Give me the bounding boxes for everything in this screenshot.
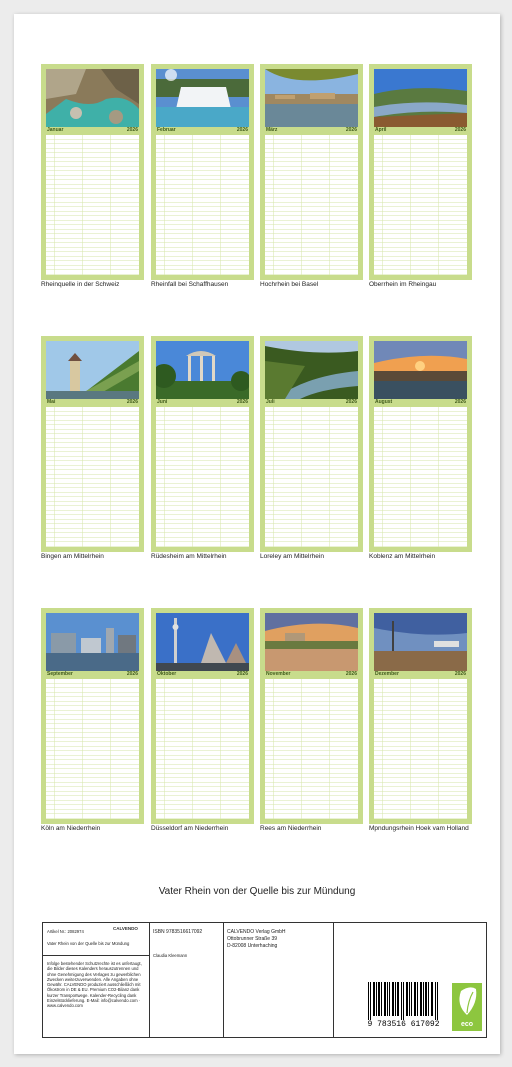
- publisher-street: Ottobrunner Straße 39: [227, 936, 278, 942]
- month-header: [265, 671, 358, 678]
- month-header: [374, 127, 467, 134]
- photo-caption: Rüdesheim am Mittelrhein: [151, 553, 227, 560]
- month-photo: [156, 613, 249, 671]
- month-photo: [265, 613, 358, 671]
- isbn: ISBN 9783516617092: [153, 929, 203, 935]
- photo-caption: Bingen am Mittelrhein: [41, 553, 104, 560]
- month-year: 2026: [126, 399, 138, 405]
- month-card-may: [41, 336, 144, 552]
- month-grid: [46, 135, 139, 275]
- month-grid: [374, 679, 467, 819]
- month-header: [156, 399, 249, 406]
- photo-caption: Hochrhein bei Basel: [260, 281, 319, 288]
- month-year: 2026: [454, 671, 466, 677]
- eco-badge: [452, 983, 482, 1031]
- month-card-march: [260, 64, 363, 280]
- legal-text: Infolge bestehender Schutzrechte ist es unfertaugt, die Bilder dieses Kalenders herauszutrennen und ohne Genehmigung des Verlages zu gewerblichen Zwecken weiterzuverwenden. Alle Angaben ohne Gewähr. CALVENDO produziert ausschließlich mit Ökostrom in DE & EU. Premium CO2-Bilanz dank kurzer Transportwege. Kalender-Recycling dank Einzelstücklieferung. E-Mail: info@calvendo.com · www.calvendo.com: [47, 961, 142, 1008]
- month-grid: [46, 679, 139, 819]
- divider: [333, 923, 334, 1037]
- month-header: [374, 671, 467, 678]
- publisher-logo: CALVENDO: [113, 926, 138, 931]
- month-photo: [46, 69, 139, 127]
- month-photo: [374, 69, 467, 127]
- month-name: August: [375, 399, 393, 405]
- photo-caption: Oberrhein im Rheingau: [369, 281, 437, 288]
- product-info-box: [42, 922, 487, 1038]
- month-grid: [374, 407, 467, 547]
- month-card-september: [41, 608, 144, 824]
- month-header: [374, 399, 467, 406]
- month-grid: [265, 679, 358, 819]
- month-name: November: [266, 671, 291, 677]
- month-photo: [46, 613, 139, 671]
- month-grid: [156, 407, 249, 547]
- eco-label: eco: [460, 1021, 474, 1028]
- calendar-sheet: [14, 14, 500, 1054]
- month-name: Februar: [157, 127, 176, 133]
- month-year: 2026: [236, 399, 248, 405]
- article-number: Artikel Nr.: 2082974: [47, 929, 84, 934]
- month-photo: [265, 341, 358, 399]
- month-grid: [374, 135, 467, 275]
- photo-caption: Rheinfall bei Schaffhausen: [151, 281, 229, 288]
- barcode-bars: [366, 982, 441, 1022]
- month-name: Mai: [47, 399, 56, 405]
- month-grid: [156, 135, 249, 275]
- month-photo: [374, 341, 467, 399]
- month-grid: [265, 135, 358, 275]
- month-year: 2026: [345, 399, 357, 405]
- month-name: Oktober: [157, 671, 177, 677]
- month-photo: [46, 341, 139, 399]
- month-year: 2026: [236, 671, 248, 677]
- barcode-digits: 9 783516 617092: [367, 1020, 440, 1029]
- month-year: 2026: [454, 127, 466, 133]
- month-name: September: [47, 671, 73, 677]
- publisher-city: D-82008 Unterhaching: [227, 943, 278, 949]
- month-header: [265, 399, 358, 406]
- divider: [149, 923, 150, 1037]
- month-year: 2026: [345, 127, 357, 133]
- month-year: 2026: [126, 127, 138, 133]
- photo-caption: Köln am Niederrhein: [41, 825, 101, 832]
- month-photo: [374, 613, 467, 671]
- month-card-october: [151, 608, 254, 824]
- month-header: [156, 671, 249, 678]
- month-name: März: [266, 127, 278, 133]
- barcode: [366, 982, 441, 1032]
- month-header: [46, 671, 139, 678]
- month-card-june: [151, 336, 254, 552]
- month-grid: [156, 679, 249, 819]
- month-header: [265, 127, 358, 134]
- leaf-icon: [452, 983, 482, 1019]
- month-year: 2026: [236, 127, 248, 133]
- photo-caption: Loreley am Mittelrhein: [260, 553, 324, 560]
- month-photo: [156, 341, 249, 399]
- month-header: [46, 399, 139, 406]
- photo-caption: Rees am Niederrhein: [260, 825, 322, 832]
- month-card-august: [369, 336, 472, 552]
- month-name: Juli: [266, 399, 275, 405]
- month-photo: [156, 69, 249, 127]
- month-photo: [265, 69, 358, 127]
- calendar-title: Vater Rhein von der Quelle bis zur Mündung: [158, 886, 356, 897]
- month-year: 2026: [345, 671, 357, 677]
- month-card-january: [41, 64, 144, 280]
- month-name: April: [375, 127, 387, 133]
- photo-caption: Koblenz am Mittelrhein: [369, 553, 436, 560]
- author: Claudia Kleemann: [153, 953, 188, 958]
- month-name: Januar: [47, 127, 64, 133]
- month-header: [156, 127, 249, 134]
- divider: [223, 923, 224, 1037]
- month-card-july: [260, 336, 363, 552]
- month-name: Juni: [157, 399, 168, 405]
- month-grid: [46, 407, 139, 547]
- month-year: 2026: [126, 671, 138, 677]
- divider: [43, 955, 149, 956]
- photo-caption: Düsseldorf am Niederrhein: [151, 825, 229, 832]
- month-card-november: [260, 608, 363, 824]
- month-card-february: [151, 64, 254, 280]
- month-card-december: [369, 608, 472, 824]
- publisher-name: CALVENDO Verlag GmbH: [227, 929, 286, 935]
- month-card-april: [369, 64, 472, 280]
- month-year: 2026: [454, 399, 466, 405]
- photo-caption: Rheinquelle in der Schweiz: [41, 281, 120, 288]
- month-name: Dezember: [375, 671, 399, 677]
- photo-caption: Mpndungsrhein Hoek vam Holland: [369, 825, 469, 832]
- month-header: [46, 127, 139, 134]
- month-grid: [265, 407, 358, 547]
- calendar-subtitle: Vater Rhein von der Quelle bis zur Mündung: [47, 941, 130, 946]
